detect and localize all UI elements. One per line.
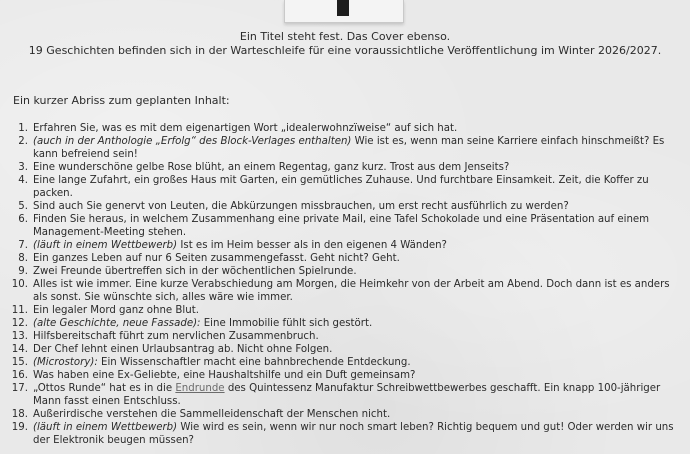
story-text: des Quintessenz Manufaktur Schreibwettbewerbes geschafft. Ein knapp 100-jähriger Mann fasst einen Entschluss. <box>33 383 661 407</box>
story-text: Der Chef lehnt einen Urlaubsantrag ab. Nicht ohne Folgen. <box>33 344 333 355</box>
story-text: Außerirdische verstehen die Sammelleidenschaft der Menschen nicht. <box>33 409 391 420</box>
story-item <box>0 265 690 278</box>
story-text: Ein legaler Mord ganz ohne Blut. <box>33 305 199 316</box>
story-number: 7. <box>18 240 28 251</box>
cover-spine-graphic <box>337 0 349 16</box>
story-note: (Microstory): <box>33 357 98 368</box>
story-number: 15. <box>11 357 28 368</box>
story-number: 19. <box>11 422 28 433</box>
story-text: Ist es im Heim besser als in den eigenen 4 Wänden? <box>177 240 447 251</box>
story-number: 16. <box>11 370 28 381</box>
story-number: 4. <box>18 175 28 186</box>
story-text: Finden Sie heraus, in welchem Zusammenhang eine private Mail, eine Tafel Schokolade und eine Präsentation auf einem Management-Meeting stehen. <box>33 214 650 238</box>
story-item <box>0 252 690 265</box>
story-text: Eine lange Zufahrt, ein großes Haus mit Garten, ein gemütliches Zuhause. Und furchtbare Einsamkeit. Zeit, die Koffer zu packen. <box>33 175 649 199</box>
story-item <box>0 174 690 200</box>
story-number: 2. <box>18 136 28 147</box>
story-note: (läuft in einem Wettbewerb) <box>33 240 178 251</box>
story-item <box>0 161 690 174</box>
story-item <box>0 135 690 161</box>
story-item <box>0 343 690 356</box>
story-number: 13. <box>11 331 28 342</box>
endrunde-link[interactable]: Endrunde <box>175 383 225 394</box>
story-number: 10. <box>11 279 28 290</box>
story-note: (auch in der Anthologie „Erfolg“ des Block-Verlages enthalten) <box>33 136 352 147</box>
story-number: 14. <box>11 344 28 355</box>
story-item <box>0 317 690 330</box>
story-item <box>0 122 690 135</box>
story-item <box>0 304 690 317</box>
story-number: 9. <box>18 266 28 277</box>
story-text: Wie ist es, wenn man seine Karriere einfach hinschmeißt? Es kann befreiend sein! <box>33 136 665 160</box>
story-item <box>0 213 690 239</box>
story-item <box>0 200 690 213</box>
story-number: 8. <box>18 253 28 264</box>
story-text: Hilfsbereitschaft führt zum nervlichen Zusammenbruch. <box>33 331 319 342</box>
story-note: (alte Geschichte, neue Fassade): <box>33 318 201 329</box>
story-item <box>0 330 690 343</box>
story-text: Was haben eine Ex-Geliebte, eine Haushaltshilfe und ein Duft gemeinsam? <box>33 370 416 381</box>
story-text: „Ottos Runde“ hat es in die <box>33 383 176 394</box>
story-note: (läuft in einem Wettbewerb) <box>33 422 178 433</box>
story-list <box>0 122 690 447</box>
story-item <box>0 278 690 304</box>
story-item <box>0 369 690 382</box>
content-heading: Ein kurzer Abriss zum geplanten Inhalt: <box>13 94 230 107</box>
story-text: Ein Wissenschaftler macht eine bahnbrechende Entdeckung. <box>97 357 411 368</box>
story-number: 3. <box>18 162 28 173</box>
story-number: 11. <box>11 305 28 316</box>
story-item <box>0 356 690 369</box>
story-text: Zwei Freunde übertreffen sich in der wöchentlichen Spielrunde. <box>33 266 357 277</box>
story-item <box>0 239 690 252</box>
story-item <box>0 382 690 408</box>
story-text: Ein ganzes Leben auf nur 6 Seiten zusammengefasst. Geht nicht? Geht. <box>33 253 400 264</box>
story-item <box>0 421 690 447</box>
story-number: 18. <box>11 409 28 420</box>
story-number: 12. <box>11 318 28 329</box>
story-text: Erfahren Sie, was es mit dem eigenartigen Wort „idealerwohnzïweise“ auf sich hat. <box>33 123 458 134</box>
intro-line-title: Ein Titel steht fest. Das Cover ebenso. <box>239 30 451 43</box>
story-item <box>0 408 690 421</box>
intro-line-stories: 19 Geschichten befinden sich in der Warteschleife für eine voraussichtliche Veröffentlichung im Winter 2026/2027. <box>28 44 662 57</box>
story-number: 17. <box>11 383 28 394</box>
story-text: Wie wird es sein, wenn wir nur noch smart leben? Richtig bequem und gut! Oder werden wir uns der Elektronik beugen müssen? <box>33 422 674 446</box>
story-text: Alles ist wie immer. Eine kurze Verabschiedung am Morgen, die Heimkehr von der Arbeit am Abend. Doch dann ist es anders als sonst. Sie wünschte sich, alles wäre wie immer. <box>33 279 670 303</box>
story-number: 1. <box>18 123 28 134</box>
story-text: Eine wunderschöne gelbe Rose blüht, an einem Regentag, ganz kurz. Trost aus dem Jenseits? <box>33 162 510 173</box>
story-text: Eine Immobilie fühlt sich gestört. <box>200 318 373 329</box>
intro-text <box>0 30 690 58</box>
story-text: Sind auch Sie genervt von Leuten, die Abkürzungen missbrauchen, um erst recht ausführlich zu werden? <box>33 201 569 212</box>
story-number: 5. <box>18 201 28 212</box>
book-cover-image <box>284 0 404 23</box>
story-number: 6. <box>18 214 28 225</box>
